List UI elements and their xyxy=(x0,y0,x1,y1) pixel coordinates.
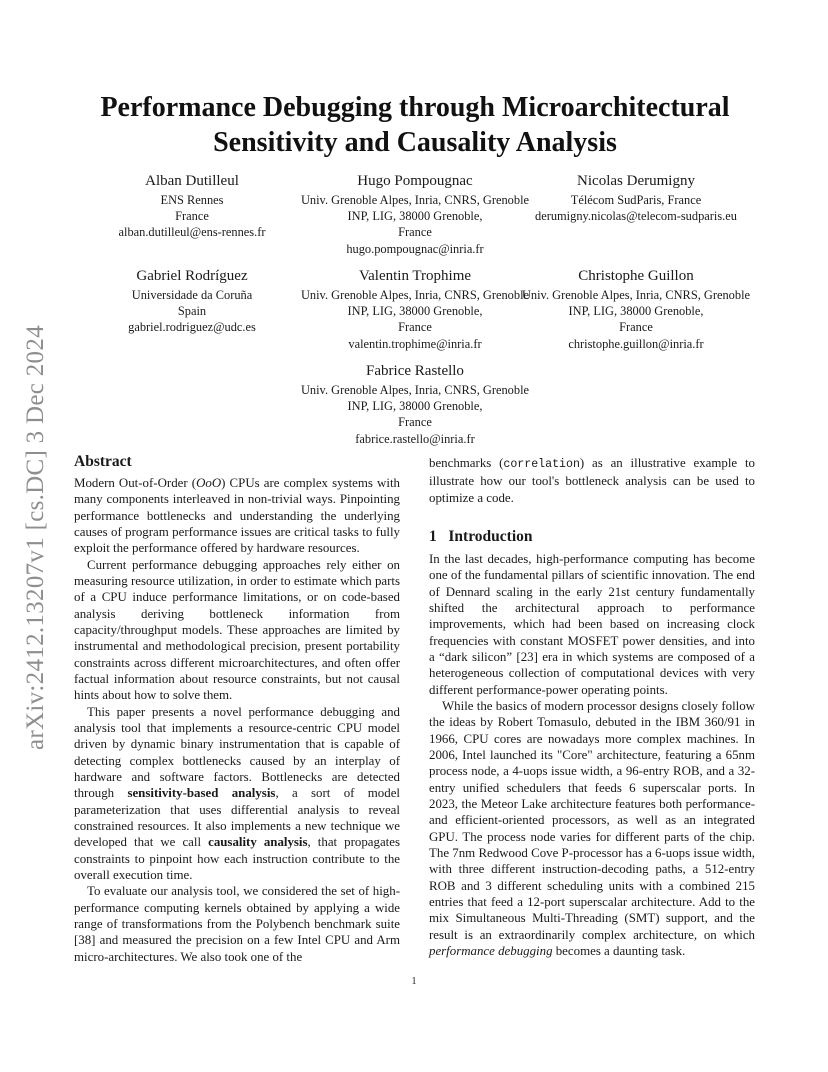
author-email: christophe.guillon@inria.fr xyxy=(568,336,704,351)
abstract-continuation: benchmarks (correlation) as an illustrative example to illustrate how our tool's bottleneck analysis can be used to optimize a code. xyxy=(429,456,755,505)
section-number: 1 xyxy=(429,527,437,545)
author-name: Valentin Trophime xyxy=(358,268,472,284)
author-name: Nicolas Derumigny xyxy=(577,173,695,189)
author-block xyxy=(295,265,535,352)
page-number: 1 xyxy=(411,976,417,987)
author-email: hugo.pompougnac@inria.fr xyxy=(346,241,484,256)
author-country: France xyxy=(175,209,209,224)
author-affiliation: Univ. Grenoble Alpes, Inria, CNRS, Grenoble INP, LIG, 38000 Grenoble, xyxy=(300,288,530,319)
author-country: France xyxy=(619,320,653,335)
author-affiliation: Univ. Grenoble Alpes, Inria, CNRS, Grenoble INP, LIG, 38000 Grenoble, xyxy=(300,193,530,224)
author-name: Christophe Guillon xyxy=(578,268,694,284)
author-block xyxy=(516,170,756,224)
author-name: Fabrice Rastello xyxy=(366,363,464,379)
arxiv-identifier: arXiv:2412.13207v1 [cs.DC] 3 Dec 2024 xyxy=(22,325,49,750)
author-country: France xyxy=(398,415,432,430)
author-country: Spain xyxy=(177,304,207,319)
author-block xyxy=(72,265,312,336)
abstract-paragraph: Modern Out-of-Order (OoO) CPUs are complex systems with many components interleaved in non-trivial ways. Pinpointing performance bottlenecks and understanding the underlying causes of program performance issues are critical tasks to fully exploit the performance offered by hardware resources. xyxy=(74,476,400,556)
paper-title: Performance Debugging through Microarchitectural Sensitivity and Causality Analysis xyxy=(100,92,730,158)
author-affiliation: Universidade da Coruña xyxy=(131,288,253,302)
author-affiliation: Télécom SudParis, France xyxy=(570,193,702,207)
author-email: alban.dutilleul@ens-rennes.fr xyxy=(118,225,266,240)
author-email: fabrice.rastello@inria.fr xyxy=(355,431,475,446)
author-block xyxy=(295,170,535,257)
author-email: valentin.trophime@inria.fr xyxy=(348,336,482,351)
right-column xyxy=(429,455,755,959)
section-title: Introduction xyxy=(448,527,533,545)
author-country: France xyxy=(398,320,432,335)
author-name: Hugo Pompougnac xyxy=(357,173,473,189)
author-email: gabriel.rodriguez@udc.es xyxy=(128,320,256,335)
author-name: Alban Dutilleul xyxy=(145,173,239,189)
abstract-paragraph: This paper presents a novel performance debugging and analysis tool that implements a resource-centric CPU model driven by dynamic binary instrumentation that is capable of detecting complex bottlenecks caused by an interplay of hardware and software factors. Bottlenecks are detected through sensitivity-based analysis, a sort of model parameterization that uses differential analysis to reveal constrained resources. It also implements a new technique we developed that we call causality analysis, that propagates constraints to pinpoint how each instruction contribute to the overall execution time. xyxy=(74,704,400,882)
author-affiliation: Univ. Grenoble Alpes, Inria, CNRS, Grenoble INP, LIG, 38000 Grenoble, xyxy=(300,383,530,414)
intro-paragraph: While the basics of modern processor designs closely follow the ideas by Robert Tomasulo, debuted in the IBM 360/91 in 1966, CPU cores are nowadays more complex machines. In 2006, Intel launched its "Core" architecture, featuring a 65nm process node, a 4-uops issue width, a 96-entry ROB, and a 32-entry unified schedulers that feeds 6 superscalar ports. In 2023, the Meteor Lake architecture features both performance- and efficient-oriented processors, as well as an integrated GPU. The process node varies for different parts of the chip. The 7nm Redwood Cove P-processor has a 6-uops issue width, with three different instruction-decoding paths, a 512-entry ROB and 3 different scheduling units with a combined 215 entries that feed a 12-port superscalar architecture. Add to the mix Simultaneous Multi-Threading (SMT) support, and the result is an extraordinarily complex architecture, on which performance debugging becomes a daunting task. xyxy=(429,698,755,958)
section-heading-introduction xyxy=(429,527,755,547)
author-block xyxy=(295,360,535,447)
abstract-heading: Abstract xyxy=(74,453,132,470)
intro-paragraph: In the last decades, high-performance computing has become one of the fundamental pillars of scientific innovation. The end of Dennard scaling in the early 21st century fundamentally shifted the architectural approach to performance improvements, which had been based on increasing clock frequencies with constant MOSFET power densities, and into a “dark silicon” [23] era in which systems are composed of a heterogeneous collection of computational devices with very different performance-power operating points. xyxy=(429,551,755,697)
author-affiliation: ENS Rennes xyxy=(160,193,224,207)
author-email: derumigny.nicolas@telecom-sudparis.eu xyxy=(535,209,737,224)
author-block xyxy=(72,170,312,241)
left-column xyxy=(74,452,400,965)
author-country: France xyxy=(398,225,432,240)
author-block xyxy=(516,265,756,352)
author-name: Gabriel Rodríguez xyxy=(136,268,248,284)
abstract-paragraph: Current performance debugging approaches rely either on measuring resource utilization, in order to estimate which parts of a CPU induce performance limitations, or on code-based analysis deriving bottleneck information from capacity/throughput models. These approaches are limited by instrumental and methodological precision, present portability constraints across different microarchitectures, and often offer factual information about resource constraints, but not causal hints about how to solve them. xyxy=(74,557,400,703)
abstract-paragraph: To evaluate our analysis tool, we considered the set of high-performance computing kernels obtained by applying a wide range of transformations from the Polybench benchmark suite [38] and measured the precision on a few Intel CPU and Arm micro-architectures. We also took one of the xyxy=(74,884,400,964)
author-affiliation: Univ. Grenoble Alpes, Inria, CNRS, Grenoble INP, LIG, 38000 Grenoble, xyxy=(521,288,751,319)
